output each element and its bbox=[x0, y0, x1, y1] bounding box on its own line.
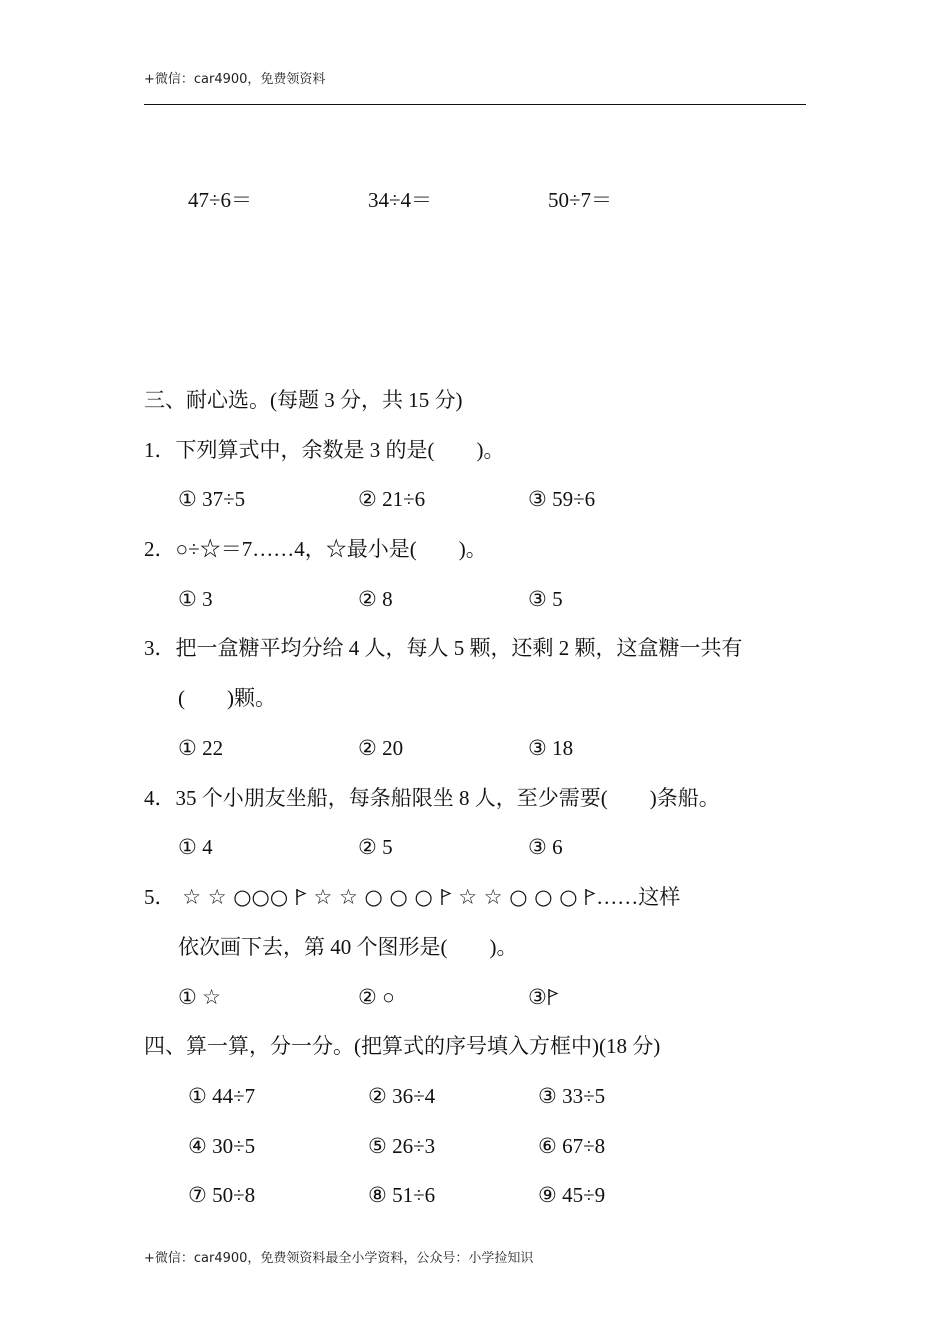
section4-title: 四、算一算，分一分。(把算式的序号填入方框中)(18 分) bbox=[144, 1034, 661, 1058]
q5-seq-group-2: ☆ ☆ ○ ○ ○ bbox=[313, 885, 433, 909]
q1-option-2: ② 21÷6 bbox=[358, 487, 426, 511]
s4-item-6: ⑥ 67÷8 bbox=[538, 1134, 606, 1158]
s4-item-3: ③ 33÷5 bbox=[538, 1084, 606, 1108]
s4-item-5: ⑤ 26÷3 bbox=[368, 1134, 436, 1158]
q3-option-1: ① 22 bbox=[178, 736, 224, 760]
q5-line2: 依次画下去，第 40 个图形是( )。 bbox=[178, 935, 518, 959]
flag-icon bbox=[547, 988, 559, 1006]
s4-item-9: ⑨ 45÷9 bbox=[538, 1183, 606, 1207]
q5-option-3-label: ③ bbox=[528, 985, 547, 1009]
q3-option-2: ② 20 bbox=[358, 736, 404, 760]
s4-item-1: ① 44÷7 bbox=[188, 1084, 256, 1108]
q2-option-1: ① 3 bbox=[178, 587, 213, 611]
q4-text: 4．35 个小朋友坐船，每条船限坐 8 人，至少需要( )条船。 bbox=[144, 786, 720, 810]
s4-item-8: ⑧ 51÷6 bbox=[368, 1183, 436, 1207]
s4-item-4: ④ 30÷5 bbox=[188, 1134, 256, 1158]
q1-option-3: ③ 59÷6 bbox=[528, 487, 596, 511]
q5-option-3 bbox=[528, 983, 559, 1011]
q5-option-1: ① ☆ bbox=[178, 985, 221, 1009]
q2-text: 2．○÷☆＝7……4，☆最小是( )。 bbox=[144, 537, 487, 561]
s4-item-7: ⑦ 50÷8 bbox=[188, 1183, 256, 1207]
section3-title: 三、耐心选。(每题 3 分，共 15 分) bbox=[144, 388, 463, 412]
flag-icon bbox=[584, 888, 596, 906]
q5-option-2: ② ○ bbox=[358, 985, 395, 1009]
q5-seq-group-3: ☆ ☆ ○ ○ ○ bbox=[458, 885, 578, 909]
q4-option-1: ① 4 bbox=[178, 835, 213, 859]
calc-1: 47÷6＝ bbox=[188, 188, 253, 212]
q2-option-3: ③ 5 bbox=[528, 587, 563, 611]
footer-watermark: +微信：car4900，免费领资料最全小学资料，公众号：小学捡知识 bbox=[144, 1251, 534, 1266]
flag-icon bbox=[295, 888, 307, 906]
q3-line1: 3．把一盒糖平均分给 4 人，每人 5 颗，还剩 2 颗，这盒糖一共有 bbox=[144, 636, 743, 660]
calc-2: 34÷4＝ bbox=[368, 188, 433, 212]
q5-seq-group-1: ☆ ☆ ○○○ bbox=[182, 885, 289, 909]
q4-option-2: ② 5 bbox=[358, 835, 393, 859]
q5-tail: ……这样 bbox=[596, 885, 681, 909]
q1-text: 1．下列算式中，余数是 3 的是( )。 bbox=[144, 438, 505, 462]
header-rule bbox=[144, 104, 806, 105]
q2-option-2: ② 8 bbox=[358, 587, 393, 611]
flag-icon bbox=[440, 888, 452, 906]
calc-3: 50÷7＝ bbox=[548, 188, 613, 212]
q5-line1 bbox=[144, 883, 680, 911]
q1-option-1: ① 37÷5 bbox=[178, 487, 246, 511]
header-watermark: +微信：car4900，免费领资料 bbox=[144, 72, 326, 87]
q5-number: 5． bbox=[144, 885, 176, 909]
q4-option-3: ③ 6 bbox=[528, 835, 563, 859]
q3-option-3: ③ 18 bbox=[528, 736, 574, 760]
s4-item-2: ② 36÷4 bbox=[368, 1084, 436, 1108]
q3-line2: ( )颗。 bbox=[178, 686, 276, 710]
